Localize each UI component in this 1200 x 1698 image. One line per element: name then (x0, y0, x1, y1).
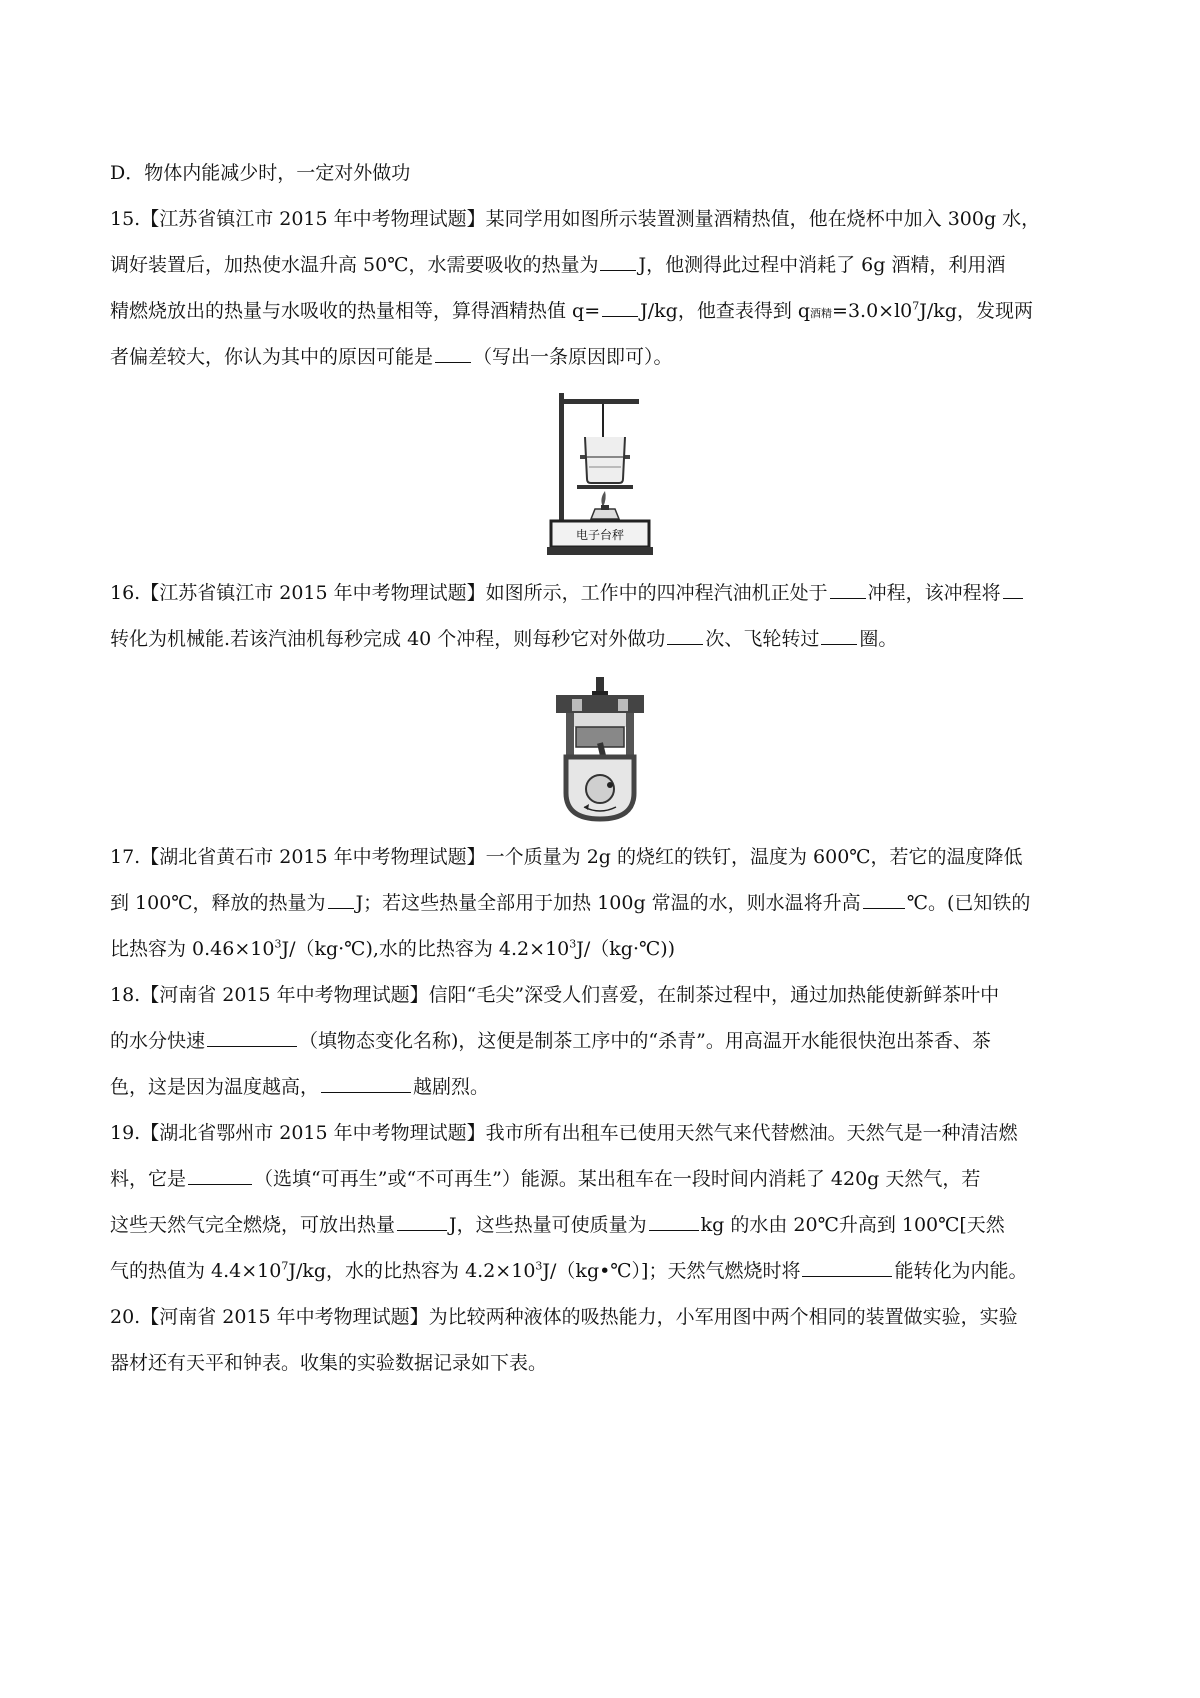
document-content (110, 150, 1090, 1386)
q15-line-2: 调好装置后，加热使水温升高 50℃，水需要吸收的热量为 J，他测得此过程中消耗了 6g 酒精，利用酒 (110, 254, 1006, 276)
q15-figure-wrap (110, 384, 1090, 564)
q19-line-4: 气的热值为 $4.4\times 10^7J/kg$，水的比热容为 $4.2\times 10^3J/(kg•℃)$]；天然气燃烧时将 能转化为内能。 (110, 1259, 1028, 1282)
answer-blank (1003, 580, 1023, 599)
answer-blank (435, 344, 471, 363)
q16-figure-wrap (110, 668, 1090, 828)
q16-line-1: 16.【江苏省镇江市 2015 年中考物理试题】如图所示，工作中的四冲程汽油机正处于 冲程，该冲程将 (110, 570, 1090, 616)
answer-blank (863, 890, 905, 909)
answer-blank (649, 1212, 699, 1231)
q17-line-2: 到 100℃，释放的热量为 J；若这些热量全部用于加热 100g 常温的水，则水温将升高 ℃。(已知铁的 (110, 892, 1031, 914)
answer-blank (602, 298, 638, 317)
q15-line-1: 15.【江苏省镇江市 2015 年中考物理试题】某同学用如图所示装置测量酒精热值，他在烧杯中加入 300g 水， (110, 208, 1041, 230)
q20-line-1: 20.【河南省 2015 年中考物理试题】为比较两种液体的吸热能力，小军用图中两个相同的装置做实验，实验 (110, 1306, 1018, 1328)
q19-line-1: 19.【湖北省鄂州市 2015 年中考物理试题】我市所有出租车已使用天然气来代替燃油。天然气是一种清洁燃 (110, 1122, 1018, 1144)
scale-label: 电子台秤 (575, 527, 625, 542)
q18-line-3: 色，这是因为温度越高， 越剧烈。 (110, 1076, 490, 1098)
answer-blank (207, 1028, 297, 1047)
q15-line-4: 者偏差较大，你认为其中的原因可能是 （写出一条原因即可）。 (110, 346, 673, 368)
q18-line-1: 18.【河南省 2015 年中考物理试题】信阳“毛尖”深受人们喜爱，在制茶过程中，通过加热能使新鲜茶叶中 (110, 984, 1000, 1006)
answer-blank (802, 1258, 892, 1277)
q14-option-d: D．物体内能减少时，一定对外做功 (110, 162, 411, 184)
answer-blank (328, 890, 354, 909)
answer-blank (188, 1166, 252, 1185)
q17-line-3: 比热容为 $0.46\times 10^3J/(kg\cdot℃)$,水的比热容为 $4.2\times 10^3J/(kg\cdot℃)$) (110, 937, 676, 960)
answer-blank (321, 1074, 411, 1093)
answer-blank (667, 626, 703, 645)
q17-line-1: 17.【湖北省黄石市 2015 年中考物理试题】一个质量为 2g 的烧红的铁钉，温度为 600℃，若它的温度降低 (110, 846, 1023, 868)
answer-blank (397, 1212, 447, 1231)
q20-line-2: 器材还有天平和钟表。收集的实验数据记录如下表。 (110, 1352, 548, 1374)
answer-blank (600, 252, 636, 271)
answer-blank (821, 626, 857, 645)
q19-line-2: 料，它是 （选填“可再生”或“不可再生”）能源。某出租车在一段时间内消耗了 420g 天然气，若 (110, 1168, 981, 1190)
q18-line-2: 的水分快速 （填物态变化名称)，这便是制茶工序中的“杀青”。用高温开水能很快泡出茶香、茶 (110, 1030, 991, 1052)
four-stroke-engine-figure (550, 673, 650, 823)
q19-line-3: 这些天然气完全燃烧，可放出热量 J，这些热量可使质量为 kg 的水由 20℃升高到 100℃[天然 (110, 1214, 1005, 1236)
q16-line-2: 转化为机械能.若该汽油机每秒完成 40 个冲程，则每秒它对外做功 次、飞轮转过 圈。 (110, 628, 898, 650)
q15-line-3: 精燃烧放出的热量与水吸收的热量相等，算得酒精热值 q= J/kg，他查表得到 q酒精$=3.0\times l0^7J/kg$，发现两 (110, 299, 1033, 322)
answer-blank (830, 580, 866, 599)
alcohol-heat-apparatus-figure (545, 387, 655, 562)
